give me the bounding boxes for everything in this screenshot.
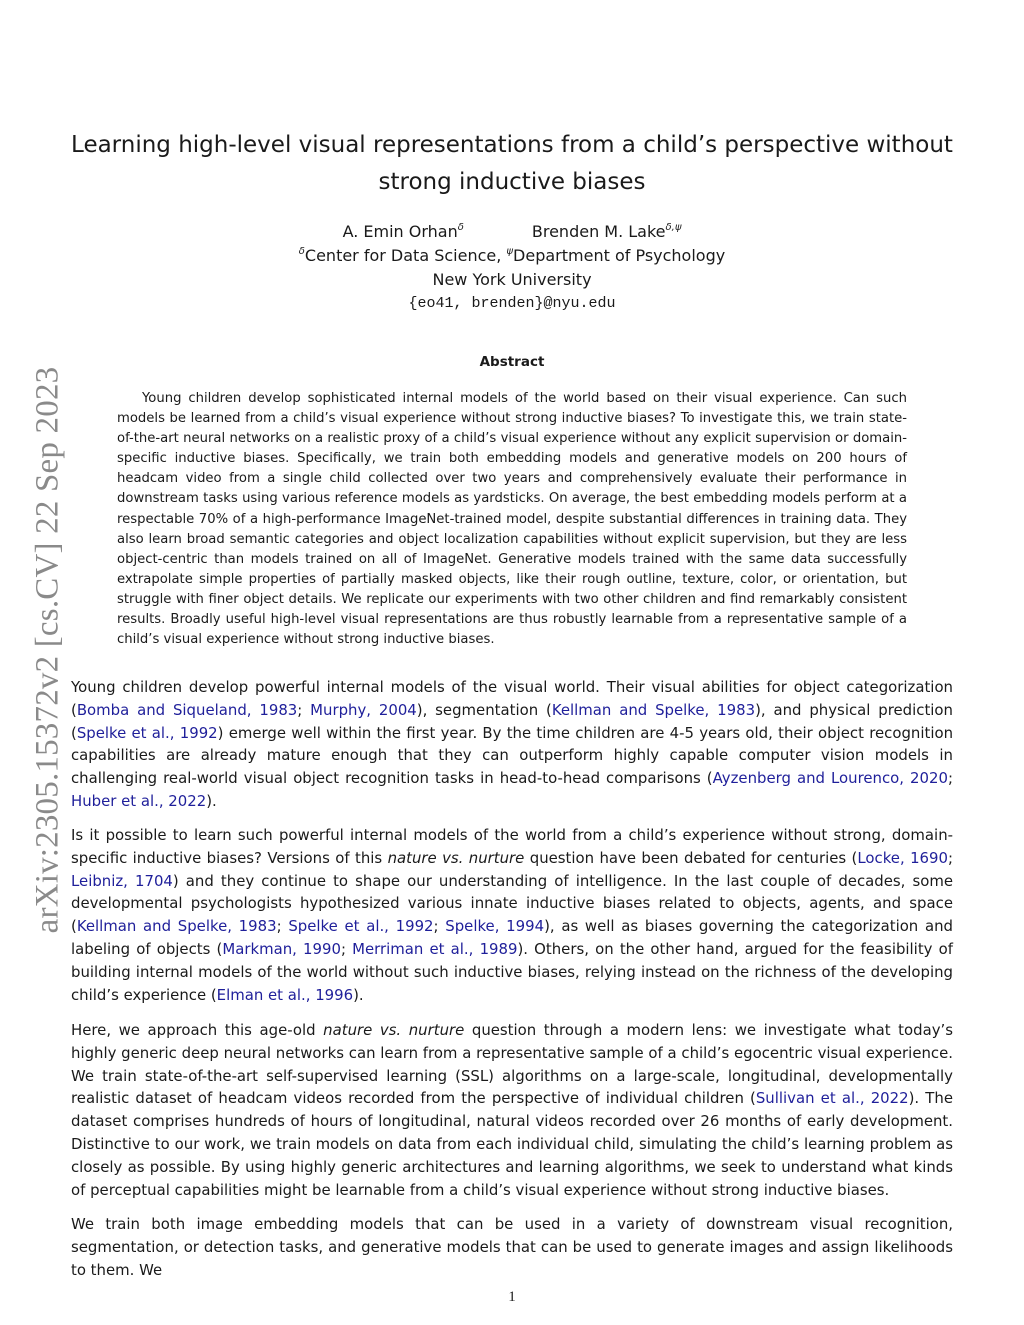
text-run: ; — [433, 917, 446, 936]
citation-link[interactable]: Merriman et al., 1989 — [352, 939, 518, 958]
author-names — [70, 220, 954, 244]
body-paragraph-4 — [71, 1213, 953, 1281]
author-orhan — [343, 220, 464, 244]
text-run: Is it possible to learn such powerful internal models of the world from a child’s experience without strong, domain-specific inductive biases? Versions of this — [71, 826, 953, 867]
author-2-affiliation-mark: δ,ψ — [665, 222, 682, 233]
author-block — [70, 220, 954, 316]
arxiv-identifier-stamp: arXiv:2305.15372v2 [cs.CV] 22 Sep 2023 — [29, 366, 66, 934]
citation-link[interactable]: Kellman and Spelke, 1983 — [76, 917, 277, 936]
affiliation-2-mark: ψ — [506, 246, 514, 257]
affiliation-1-mark: δ — [298, 246, 305, 257]
abstract-heading: Abstract — [479, 354, 545, 370]
citation-link[interactable]: Leibniz, 1704 — [71, 871, 173, 890]
citation-link[interactable]: Spelke, 1994 — [445, 917, 545, 936]
affiliation-1: Center for Data Science, — [304, 246, 507, 265]
author-emails[interactable]: {eo41, brenden}@nyu.edu — [408, 295, 616, 312]
text-run: ; — [276, 917, 289, 936]
title-line-1: Learning high-level visual representations from a child’s perspective without — [71, 132, 953, 159]
citation-link[interactable]: Markman, 1990 — [222, 939, 341, 958]
paper-title — [70, 127, 954, 201]
text-run: ; — [947, 848, 953, 867]
text-run: ; — [340, 939, 353, 958]
emphasis: nature vs. nurture — [323, 1021, 465, 1039]
affiliations — [70, 244, 954, 268]
author-1-name: A. Emin Orhan — [342, 222, 458, 241]
author-lake — [532, 220, 682, 244]
citation-link[interactable]: Spelke et al., 1992 — [76, 723, 218, 742]
text-run: ), as well as biases governing the categorization and labeling of objects ( — [71, 917, 953, 958]
body-paragraph-1 — [71, 676, 953, 813]
text-run: ; — [947, 769, 953, 788]
citation-link[interactable]: Locke, 1690 — [857, 848, 948, 867]
page-number: 1 — [508, 1289, 516, 1305]
affiliation-2: Department of Psychology — [513, 246, 726, 265]
citation-link[interactable]: Ayzenberg and Lourenco, 2020 — [712, 769, 948, 788]
author-1-affiliation-mark: δ — [457, 222, 464, 233]
citation-link[interactable]: Huber et al., 2022 — [71, 791, 207, 810]
title-line-2: strong inductive biases — [378, 169, 646, 196]
emphasis: nature vs. nurture — [387, 848, 525, 867]
citation-link[interactable]: Spelke et al., 1992 — [288, 917, 434, 936]
citation-link[interactable]: Bomba and Siqueland, 1983 — [76, 700, 298, 719]
text-run: ) and they continue to shape our understanding of intelligence. In the last couple of decades, some developmental psychologists hypothesized various innate inductive biases related to objects, agents, and space ( — [71, 871, 953, 936]
text-run: ; — [297, 700, 311, 719]
citation-link[interactable]: Elman et al., 1996 — [216, 985, 354, 1004]
text-run: Young children develop powerful internal models of the visual world. Their visual abilities for object categorization ( — [71, 678, 953, 719]
text-run: ). Others, on the other hand, argued for the feasibility of building internal models of the world without such inductive biases, relying instead on the richness of the developing child’s experience ( — [71, 939, 953, 1004]
text-run: ). The dataset comprises hundreds of hours of longitudinal, natural videos recorded over 26 months of early development. Distinctive to our work, we train models on data from each individual child, simulating the child’s learning problem as closely as possible. By using highly generic architectures and learning algorithms, we seek to understand what kinds of perceptual capabilities might be learnable from a child’s visual experience without strong inductive biases. — [71, 1089, 953, 1199]
citation-link[interactable]: Kellman and Spelke, 1983 — [551, 700, 756, 719]
text-run: question have been debated for centuries ( — [524, 848, 858, 867]
citation-link[interactable]: Sullivan et al., 2022 — [755, 1089, 909, 1108]
text-run: ) emerge well within the first year. By the time children are 4-5 years old, their object recognition capabilities are already mature enough that they can outperform highly capable computer vision models in challenging real-world visual object recognition tasks in head-to-head comparisons ( — [71, 723, 954, 788]
text-run: We train both image embedding models that can be used in a variety of downstream visual recognition, segmentation, or detection tasks, and generative models that can be used to generate images and assign likelihoods to them. We — [71, 1215, 953, 1279]
author-2-name: Brenden M. Lake — [531, 222, 666, 241]
university: New York University — [432, 270, 592, 289]
abstract-text: Young children develop sophisticated internal models of the world based on their visual experience. Can such models be learned from a child’s visual experience without strong inductive biases? To investigate this, we train state-of-the-art neural networks on a realistic proxy of a child’s visual experience without any explicit supervision or domain-specific inductive biases. Specifically, we train both embedding models and generative models on 200 hours of headcam video from a single child collected over two years and comprehensively evaluate their performance in downstream tasks using various reference models as yardsticks. On average, the best embedding models perform at a respectable 70% of a high-performance ImageNet-trained model, despite substantial differences in training data. They also learn broad semantic categories and object localization capabilities without explicit supervision, but they are less object-centric than models trained on all of ImageNet. Generative models trained with the same data successfully extrapolate simple properties of partially masked objects, like their rough outline, texture, color, or orientation, but struggle with finer object details. We replicate our experiments with two other children and find remarkably consistent results. Broadly useful high-level visual representations are thus robustly learnable from a representative sample of a child’s visual experience without strong inductive biases. — [117, 391, 907, 648]
text-run: question through a modern lens: we investigate what today’s highly generic deep neural networks can learn from a representative sample of a child’s egocentric visual experience. We train state-of-the-art self-supervised learning (SSL) algorithms on a large-scale, longitudinal, developmentally realistic dataset of headcam videos recorded from the perspective of individual children ( — [71, 1021, 954, 1108]
citation-link[interactable]: Murphy, 2004 — [310, 700, 417, 719]
text-run: Here, we approach this age-old — [71, 1021, 324, 1039]
text-run: ), segmentation ( — [416, 700, 552, 719]
text-run: ), and physical prediction ( — [71, 700, 953, 742]
text-run: ). — [353, 985, 364, 1004]
text-run: ). — [206, 791, 217, 810]
body-paragraph-2 — [71, 824, 953, 1006]
body-paragraph-3 — [71, 1019, 953, 1201]
